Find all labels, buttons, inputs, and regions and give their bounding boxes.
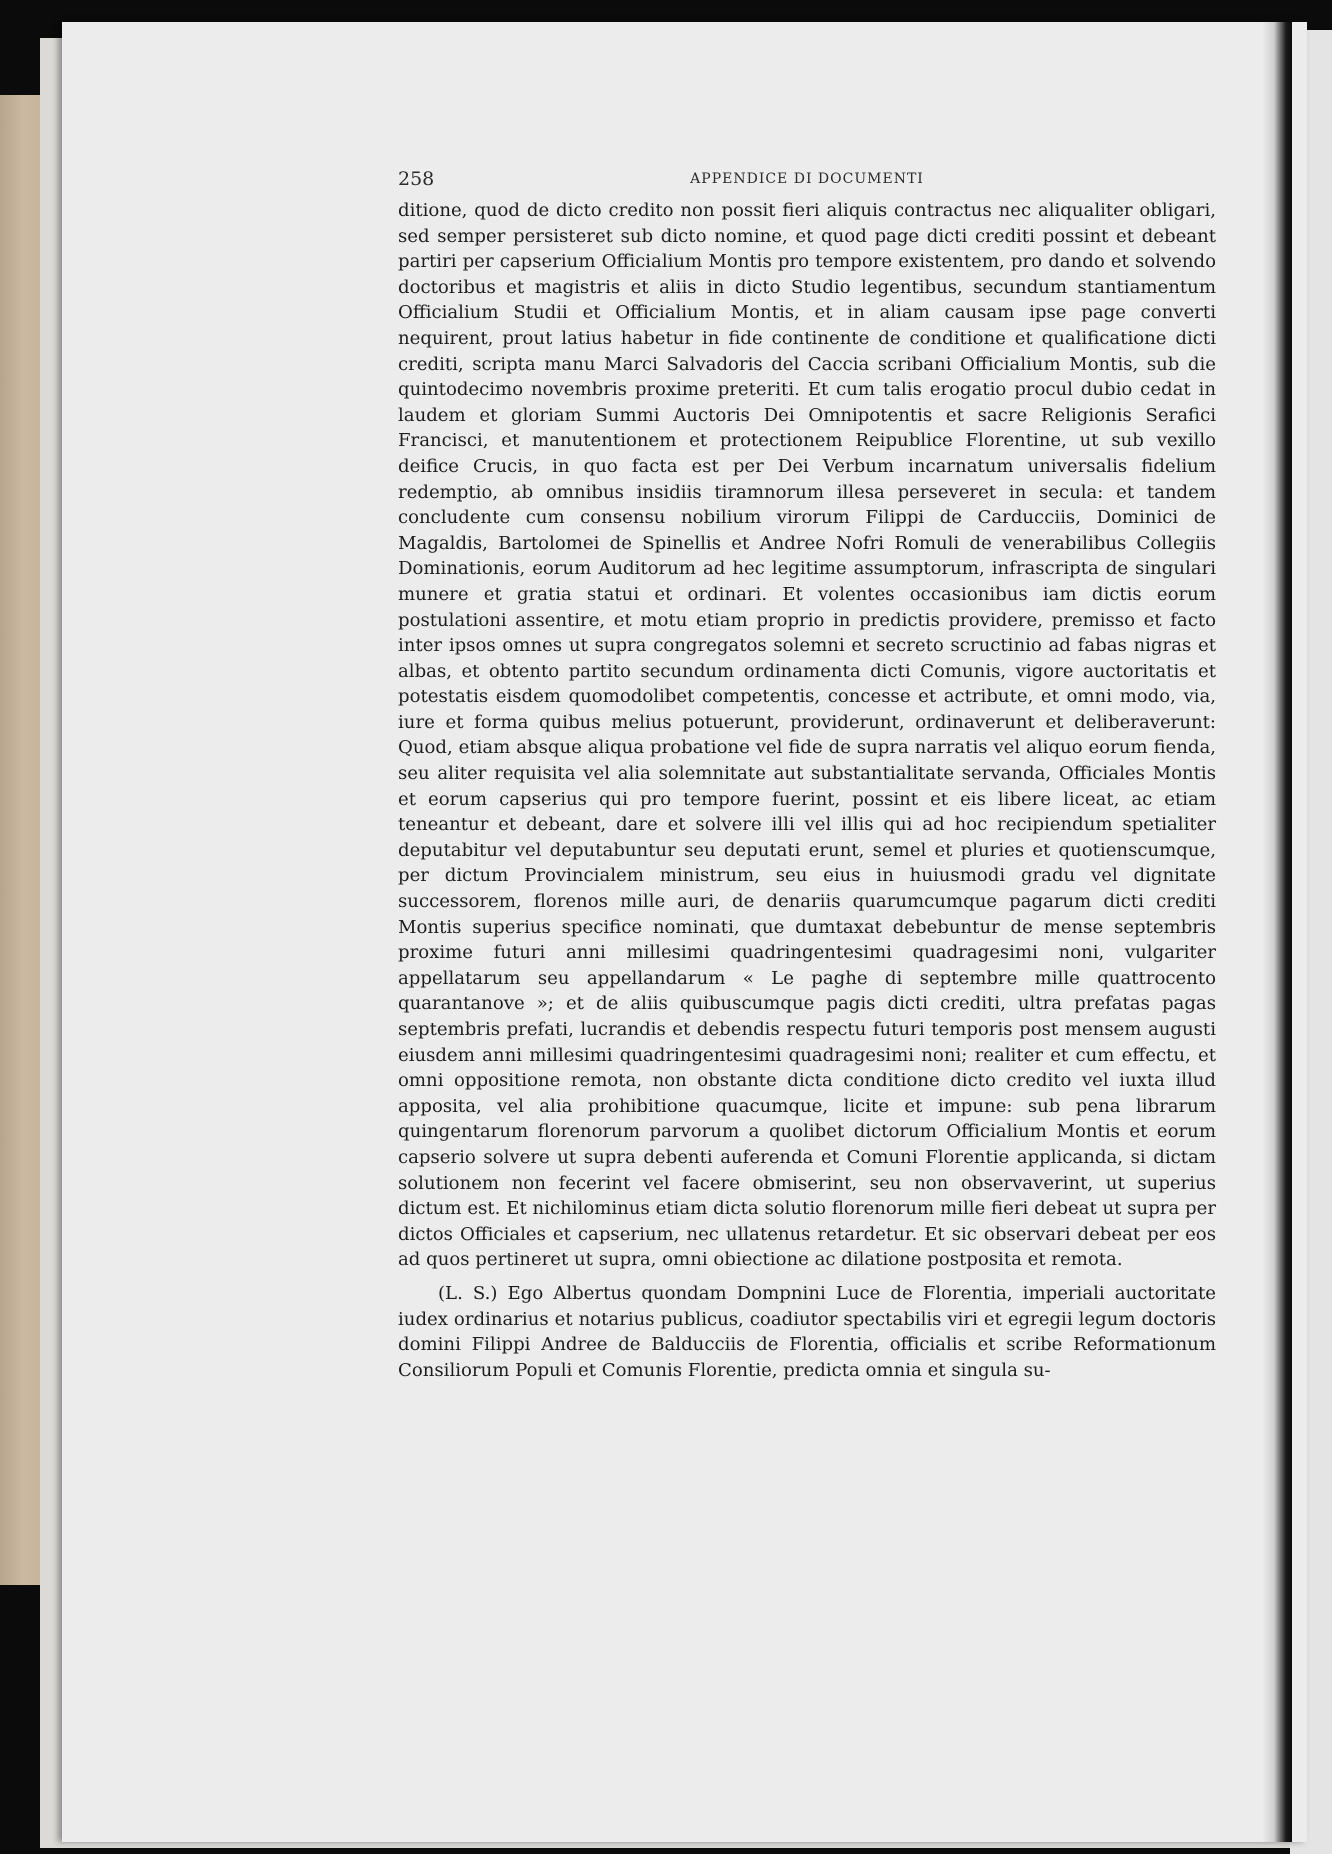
page-number: 258 <box>398 168 435 190</box>
paragraph-deliberation: ditione, quod de dicto credito non possit fieri aliquis contractus nec aliqualiter obligari, sed semper persisteret sub dicto nomine, et quod page dicti crediti possint et debeant partiri per capserium Officialium Montis pro tempore existentem, pro dando et solvendo doctoribus et magistris et aliis in dicto Studio legentibus, secundum stantiamentum Officialium Studii et Officialium Montis, et in aliam causam ipse page converti nequirent, prout latius habetur in fide continente de conditione et qualificatione dicti crediti, scripta manu Marci Salvadoris del Caccia scribani Officialium Montis, sub die quintodecimo novembris proxime preteriti. Et cum talis erogatio procul dubio cedat in laudem et gloriam Summi Auctoris Dei Omnipotentis et sacre Religionis Serafici Francisci, et manutentionem et protectionem Reipublice Florentine, ut sub vexillo deifice Crucis, in quo facta est per Dei Verbum incarnatum universalis fidelium redemptio, ab omnibus insidiis tiramnorum illesa perseveret in secula: et tandem concludente cum consensu nobilium virorum Filippi de Carducciis, Dominici de Magaldis, Bartolomei de Spinellis et Andree Nofri Romuli de venerabilibus Collegiis Dominationis, eorum Auditorum ad hec legitime assumptorum, infrascripta de singulari munere et gratia statui et ordinari. Et volentes occasionibus iam dictis eorum postulationi assentire, et motu etiam proprio in predictis providere, premisso et facto inter ipsos omnes ut supra congregatos solemni et secreto scructinio ad fabas nigras et albas, et obtento partito secundum ordinamenta dicti Comunis, vigore auctoritatis et potestatis eisdem quomodolibet competentis, concesse et actribute, et omni modo, via, iure et forma quibus melius potuerunt, providerunt, ordinaverunt et deliberaverunt: Quod, etiam absque aliqua probatione vel fide de supra narratis vel aliquo eorum fienda, seu aliter requisita vel alia solemnitate aut substantialitate servanda, Officiales Montis et eorum capserius qui pro tempore fuerint, possint et eis libere liceat, ac etiam teneantur et debeant, dare et solvere illi vel illis qui ad hoc recipiendum spetialiter deputabitur vel deputabuntur seu deputati erunt, semel et pluries et quotienscumque, per dictum Provincialem ministrum, seu eius in huiusmodi gradu vel dignitate successorem, florenos mille auri, de denariis quarumcumque pagarum dicti crediti Montis superius specifice nominati, que dumtaxat debebuntur de mense septembris proxime futuri anni millesimi quadringentesimi quadragesimi noni, vulgariter appellatarum seu appellandarum « Le paghe di septembre mille quattrocento quarantanove »; et de aliis quibuscumque pagis dicti crediti, ultra prefatas pagas septembris prefati, lucrandis et debendis respectu futuri temporis post mensem augusti eiusdem anni millesimi quadringentesimi quadragesimi noni; realiter et cum effectu, et omni oppositione remota, non obstante dicta conditione dicto credito vel iuxta illud apposita, vel alia prohibitione quacumque, licite et impune: sub pena librarum quingentarum florenorum parvorum a quolibet dictorum Officialium Montis et eorum capserio solvere ut supra debenti auferenda et Comuni Florentie applicanda, si dictam solutionem non fecerint vel facere obmiserint, seu non observaverint, ut superius dictum est. Et nichilominus etiam dicta solutio florenorum mille fieri debeat ut supra per dictos Officiales et capserium, nec ullatenus retardetur. Et sic observari debeat per eos ad quos pertineret ut supra, omni obiectione ac dilatione postposita et remota. <box>398 200 1216 1271</box>
running-title: APPENDICE DI DOCUMENTI <box>690 171 924 187</box>
paragraph-notary-attestation: (L. S.) Ego Albertus quondam Dompnini Luce de Florentia, imperiali auctoritate iudex ordinarius et notarius publicus, coadiutor spectabilis viri et egregii legum doctoris domini Filippi Andree de Balducciis de Florentia, officialis et scribe Reformationum Consiliorum Populi et Comunis Florentie, predicta omnia et singula su- <box>398 1282 1216 1381</box>
page-header <box>398 168 1216 198</box>
document-body <box>398 198 1216 1383</box>
page-gutter-shadow <box>1262 22 1292 1842</box>
